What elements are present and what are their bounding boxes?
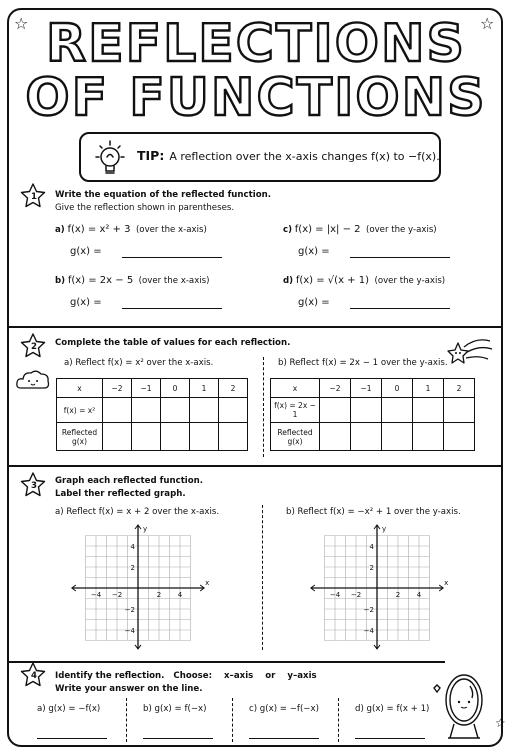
- row-label: [271, 423, 320, 451]
- shooting-star-icon: [444, 333, 494, 373]
- y-tick-label: 2: [369, 564, 374, 572]
- y-axis-label: y: [143, 525, 148, 533]
- table-header: −2: [320, 379, 351, 398]
- option-y-axis: y–axis: [287, 671, 317, 681]
- table-cell[interactable]: [382, 423, 413, 451]
- table-cell[interactable]: [190, 398, 219, 423]
- problem-4a: a) g(x) = −f(x): [37, 704, 101, 714]
- section-3-instruction: Graph each reflected function.: [55, 476, 204, 486]
- problem-1c: [283, 224, 437, 236]
- item-function: f(x) = x² + 3: [67, 224, 131, 235]
- answer-line-4b[interactable]: [143, 738, 213, 739]
- table-cell[interactable]: [413, 398, 444, 423]
- tip-label: TIP:: [137, 148, 165, 163]
- table-cell[interactable]: [320, 423, 351, 451]
- row-label: f(x) = x²: [57, 398, 103, 423]
- title-line-2: OF FUNCTIONS: [25, 68, 487, 128]
- table-cell[interactable]: [190, 423, 219, 451]
- table-header: −1: [351, 379, 382, 398]
- column-divider: [232, 698, 233, 742]
- mirror-icon: [424, 664, 496, 744]
- row-label: f(x) = 2x − 1: [271, 398, 320, 423]
- answer-label-1c: g(x) =: [298, 246, 330, 257]
- row-label-line: Reflected: [61, 427, 98, 437]
- row-label-line: g(x): [71, 436, 88, 446]
- y-tick-label: 4: [130, 543, 135, 551]
- star-icon: ☆: [495, 716, 506, 730]
- section-3-number: 3: [31, 481, 37, 491]
- table-header: x: [57, 379, 103, 398]
- cloud-icon: [15, 368, 51, 390]
- problem-1b: [55, 275, 210, 287]
- coordinate-grid-a[interactable]: [58, 520, 218, 650]
- section-3-sub: Label ther reflected graph.: [55, 489, 186, 499]
- star-icon: ☆: [480, 14, 495, 33]
- answer-line-1d[interactable]: [350, 308, 450, 309]
- x-tick-label: −2: [350, 591, 362, 599]
- column-divider: [338, 698, 339, 742]
- answer-line-4c[interactable]: [249, 738, 319, 739]
- table-cell[interactable]: [444, 423, 475, 451]
- x-axis-label: x: [444, 579, 449, 587]
- table-header: 2: [219, 379, 248, 398]
- item-letter: a): [55, 225, 65, 235]
- section-1-sub: Give the reflection shown in parentheses.: [55, 203, 235, 213]
- table-header: 2: [444, 379, 475, 398]
- problem-4d: d) g(x) = f(x + 1): [355, 704, 430, 714]
- item-note: (over the x-axis): [138, 276, 210, 286]
- y-tick-label: −2: [363, 606, 374, 614]
- x-tick-label: −2: [111, 591, 123, 599]
- column-divider: [262, 505, 263, 650]
- table-cell[interactable]: [219, 423, 248, 451]
- problem-4c: c) g(x) = −f(−x): [249, 704, 319, 714]
- section-4-number: 4: [31, 671, 37, 681]
- section-2b-label: b) Reflect f(x) = 2x − 1 over the y-axis.: [278, 358, 448, 368]
- answer-label-1d: g(x) =: [298, 297, 330, 308]
- coordinate-grid-b[interactable]: [297, 520, 457, 650]
- item-note: (over the y-axis): [374, 276, 446, 286]
- item-function: f(x) = √(x + 1): [295, 275, 369, 286]
- x-tick-label: 4: [177, 591, 183, 599]
- x-tick-label: −4: [329, 591, 341, 599]
- row-label-line: Reflected: [277, 427, 313, 437]
- table-cell[interactable]: [382, 398, 413, 423]
- table-header: 1: [190, 379, 219, 398]
- row-label-line: g(x): [287, 436, 303, 446]
- table-cell[interactable]: [444, 398, 475, 423]
- title-line-1: REFLECTIONS: [46, 14, 466, 74]
- y-tick-label: −4: [124, 627, 135, 635]
- item-note: (over the x-axis): [135, 225, 207, 235]
- y-tick-label: −2: [124, 606, 135, 614]
- section-3a-label: a) Reflect f(x) = x + 2 over the x-axis.: [55, 507, 220, 517]
- y-tick-label: 2: [130, 564, 135, 572]
- section-2a-label: a) Reflect f(x) = x² over the x-axis.: [64, 358, 214, 368]
- table-a: [56, 378, 248, 451]
- answer-label-1a: g(x) =: [70, 246, 102, 257]
- x-tick-label: 2: [156, 591, 162, 599]
- answer-line-1b[interactable]: [122, 308, 222, 309]
- table-cell[interactable]: [351, 398, 382, 423]
- section-4-instruction: [55, 670, 317, 682]
- section-2-number: 2: [31, 342, 37, 352]
- item-function: f(x) = |x| − 2: [294, 224, 361, 235]
- table-header: x: [271, 379, 320, 398]
- answer-line-1c[interactable]: [350, 257, 450, 258]
- y-axis-label: y: [382, 525, 387, 533]
- table-cell[interactable]: [103, 398, 132, 423]
- x-axis-label: x: [205, 579, 210, 587]
- table-header: 0: [382, 379, 413, 398]
- item-letter: c): [283, 225, 293, 235]
- answer-label-1b: g(x) =: [70, 297, 102, 308]
- column-divider: [126, 698, 127, 742]
- y-tick-label: −4: [363, 627, 374, 635]
- section-divider: [7, 661, 445, 663]
- tip-box: [79, 132, 441, 182]
- answer-line-4a[interactable]: [37, 738, 107, 739]
- answer-line-4d[interactable]: [355, 738, 425, 739]
- row-label: [57, 423, 103, 451]
- section-3b-label: b) Reflect f(x) = −x² + 1 over the y-axis.: [286, 507, 461, 517]
- section-divider: [7, 326, 503, 328]
- instruction-text: Identify the reflection.: [55, 671, 165, 681]
- item-note: (over the y-axis): [365, 225, 437, 235]
- item-letter: b): [55, 276, 66, 286]
- x-tick-label: 2: [395, 591, 401, 599]
- star-icon: ☆: [14, 14, 29, 33]
- table-b: [270, 378, 475, 451]
- or-label: or: [265, 671, 276, 681]
- option-x-axis: x–axis: [224, 671, 254, 681]
- answer-line-1a[interactable]: [122, 257, 222, 258]
- y-tick-label: 4: [369, 543, 374, 551]
- tip-body: A reflection over the x-axis changes f(x) to −f(x).: [169, 150, 440, 163]
- table-cell[interactable]: [103, 423, 132, 451]
- table-cell[interactable]: [219, 398, 248, 423]
- table-cell[interactable]: [320, 398, 351, 423]
- table-header: −2: [103, 379, 132, 398]
- choose-label: Choose:: [173, 671, 213, 681]
- x-tick-label: −4: [90, 591, 102, 599]
- section-divider: [7, 465, 503, 467]
- table-cell[interactable]: [351, 423, 382, 451]
- item-letter: d): [283, 276, 294, 286]
- table-header: −1: [132, 379, 161, 398]
- table-cell[interactable]: [161, 398, 190, 423]
- table-cell[interactable]: [413, 423, 444, 451]
- tip-text: [137, 148, 440, 163]
- lightbulb-icon: [91, 138, 129, 178]
- item-function: f(x) = 2x − 5: [67, 275, 134, 286]
- problem-1a: [55, 224, 207, 236]
- problem-1d: [283, 275, 445, 287]
- table-header: 0: [161, 379, 190, 398]
- section-1-number: 1: [31, 192, 37, 202]
- section-2-instruction: Complete the table of values for each reflection.: [55, 338, 291, 348]
- table-cell[interactable]: [132, 398, 161, 423]
- section-1-instruction: Write the equation of the reflected function.: [55, 190, 271, 200]
- problem-4b: b) g(x) = f(−x): [143, 704, 207, 714]
- table-header: 1: [413, 379, 444, 398]
- table-cell[interactable]: [161, 423, 190, 451]
- table-cell[interactable]: [132, 423, 161, 451]
- section-4-sub: Write your answer on the line.: [55, 684, 203, 694]
- column-divider: [263, 357, 264, 457]
- x-tick-label: 4: [416, 591, 422, 599]
